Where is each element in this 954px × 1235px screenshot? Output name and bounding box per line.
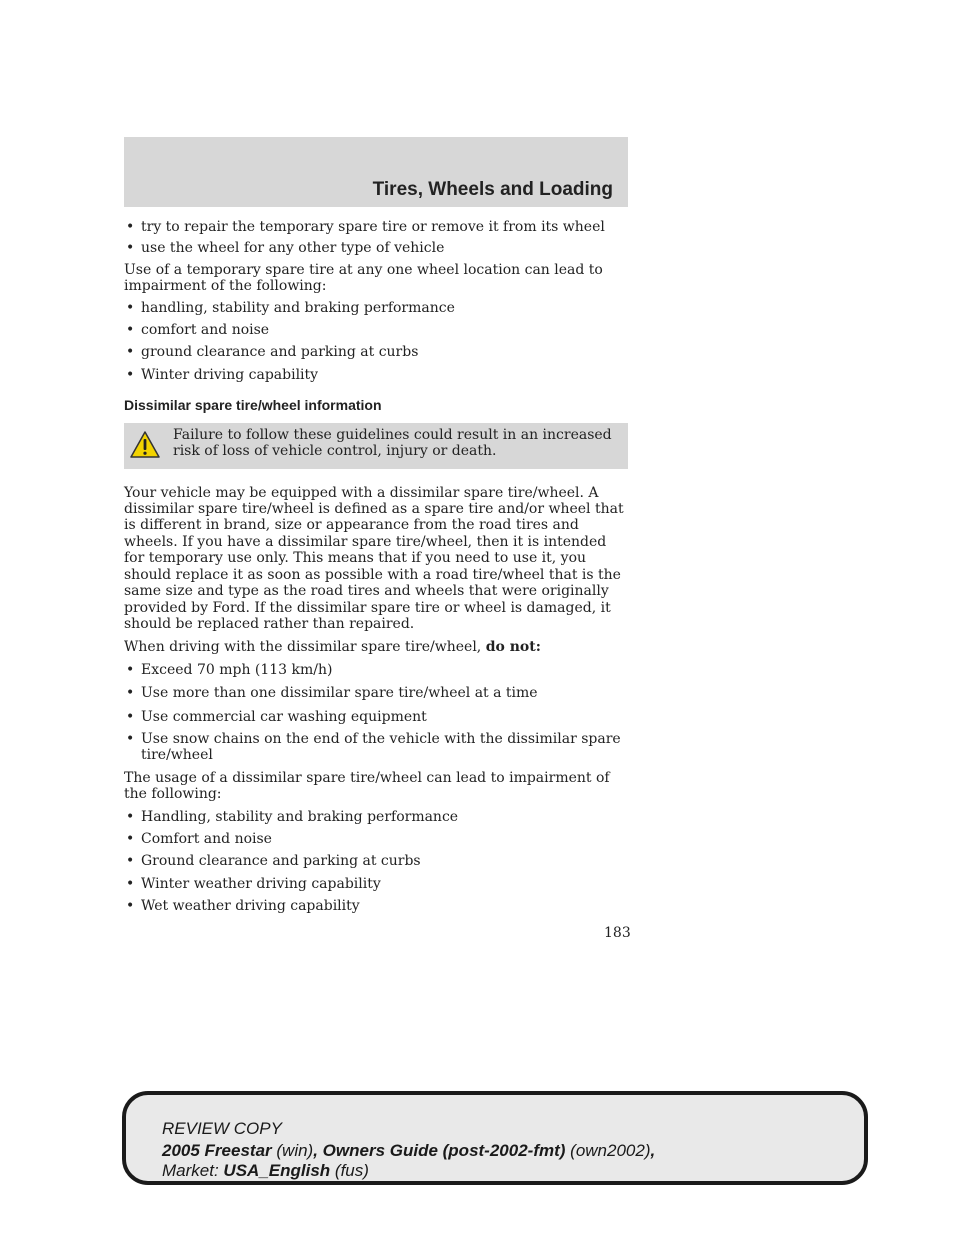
list-item: • Use commercial car washing equipment (124, 709, 628, 725)
guide-name: , Owners Guide (post-2002-fmt) (313, 1141, 566, 1160)
driving-restrictions-emphasis: do not: (485, 639, 541, 656)
warning-text: Failure to follow these guidelines could result in an increased risk of loss of vehicle control, injury or death. (173, 426, 612, 460)
list-item: • ground clearance and parking at curbs (124, 344, 628, 360)
list-item: • handling, stability and braking performance (124, 300, 628, 316)
model-code: (win) (276, 1141, 314, 1160)
section-title: Tires, Wheels and Loading (372, 179, 613, 200)
bullet-list-dissimilar-impairment (124, 809, 628, 915)
list-item: • try to repair the temporary spare tire or remove it from its wheel (124, 219, 628, 235)
page-content (124, 219, 628, 915)
paragraph-temporary-spare: Use of a temporary spare tire at any one wheel location can lead to impairment of the following: (124, 261, 603, 295)
model-name: 2005 Freestar (162, 1141, 272, 1160)
market-value: USA_English (223, 1161, 331, 1180)
list-item: • comfort and noise (124, 322, 628, 338)
separator-comma: , (650, 1141, 656, 1160)
list-item: • Handling, stability and braking performance (124, 809, 628, 825)
list-item: • Winter weather driving capability (124, 876, 628, 892)
paragraph-dissimilar-spare: Your vehicle may be equipped with a dissimilar spare tire/wheel. A dissimilar spare tire/wheel is defined as a spare tire and/or wheel that is different in brand, size or appearance from the road tires and wheels. If you have a dissimilar spare tire/wheel, then it is intended for temporary use only. This means that if you need to use it, you should replace it as soon as possible with a road tire/wheel that is the same size and type as the road tires and wheels that were originally provided by Ford. If the dissimilar spare tire or wheel is damaged, it should be replaced rather than repaired. (124, 484, 624, 632)
paragraph-driving-restrictions (124, 639, 628, 655)
review-copy-label: REVIEW COPY (162, 1119, 282, 1138)
market-line (162, 1161, 369, 1181)
warning-box (124, 423, 628, 469)
list-item: • Winter driving capability (124, 367, 628, 383)
review-copy-footer (122, 1091, 868, 1185)
document-identifier (162, 1141, 655, 1161)
list-item: • Exceed 70 mph (113 km/h) (124, 662, 628, 678)
list-item: • Comfort and noise (124, 831, 628, 847)
warning-triangle-icon (129, 430, 161, 459)
market-code: (fus) (334, 1161, 369, 1180)
bullet-list-temporary-impairment (124, 300, 628, 384)
list-item: • Wet weather driving capability (124, 898, 628, 914)
driving-restrictions-text: When driving with the dissimilar spare tire/wheel, (124, 639, 482, 656)
bullet-list-repair (124, 219, 628, 257)
section-header (124, 137, 628, 207)
paragraph-dissimilar-usage: The usage of a dissimilar spare tire/wheel can lead to impairment of the following: (124, 769, 610, 803)
list-item: • Ground clearance and parking at curbs (124, 853, 628, 869)
market-label: Market: (162, 1161, 219, 1180)
list-item: • use the wheel for any other type of vehicle (124, 240, 628, 256)
page-number: 183 (604, 925, 631, 941)
subheading: Dissimilar spare tire/wheel information (124, 397, 382, 414)
bullet-list-do-not (124, 662, 628, 764)
guide-code: (own2002) (570, 1141, 651, 1160)
list-item: • Use more than one dissimilar spare tire/wheel at a time (124, 685, 628, 701)
list-item: • Use snow chains on the end of the vehicle with the dissimilar spare tire/wheel (124, 731, 628, 764)
